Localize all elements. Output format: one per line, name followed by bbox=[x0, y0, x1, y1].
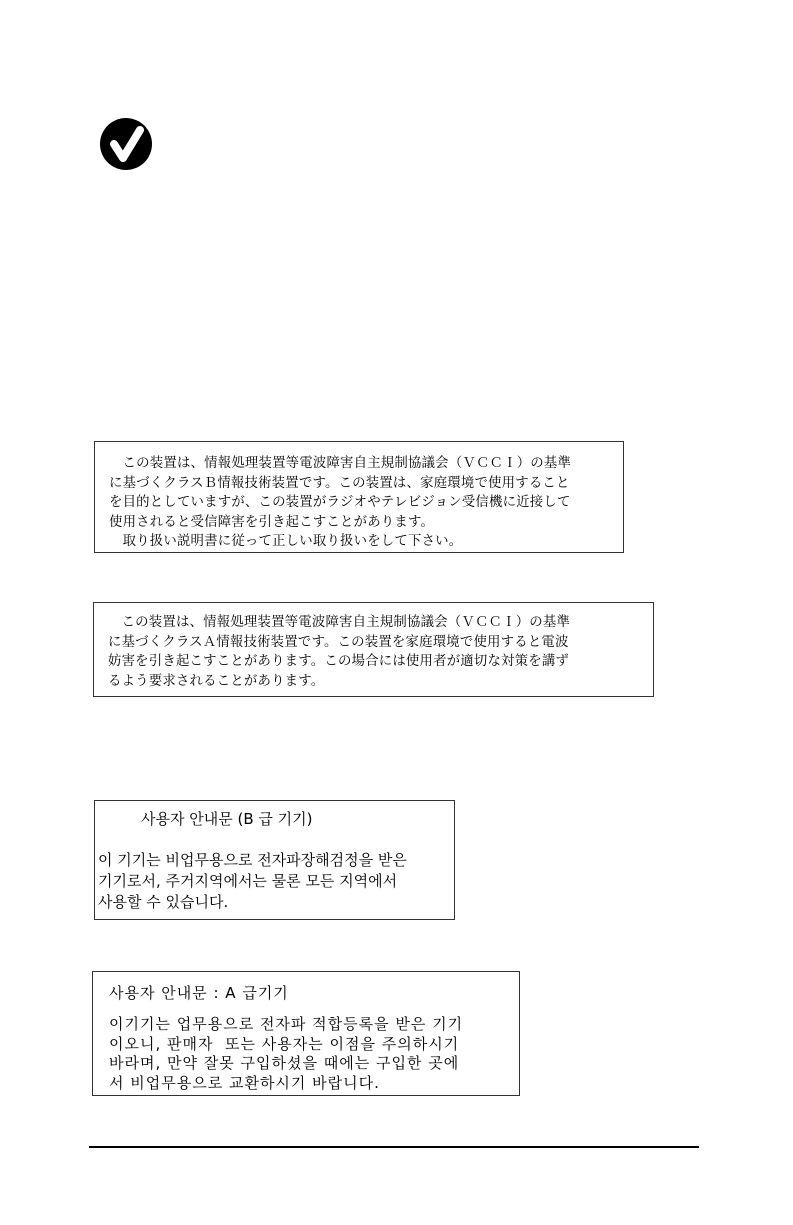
vcci-b-line: に基づくクラスＢ情報技術装置です。この装置は、家庭環境で使用すること bbox=[109, 475, 570, 491]
korea-b-line: 기기로서, 주거지역에서는 물론 모든 지역에서 bbox=[98, 872, 398, 890]
vcci-b-line: 取り扱い説明書に従って正しい取り扱いをして下さい。 bbox=[109, 534, 463, 549]
vcci-b-line: この装置は、情報処理装置等電波障害自主規制協議会（ＶＣＣＩ）の基準 bbox=[109, 456, 572, 471]
vcci-a-line: るよう要求されることがあります。 bbox=[108, 673, 325, 689]
korea-b-line: 사용할 수 있습니다. bbox=[98, 893, 229, 911]
korea-class-b-notice bbox=[94, 800, 455, 920]
vcci-b-line: 使用されると受信障害を引き起こすことがあります。 bbox=[109, 514, 435, 530]
korea-class-a-notice bbox=[92, 971, 520, 1096]
c-tick-mark-icon bbox=[99, 117, 153, 171]
vcci-a-line: に基づくクラスＡ情報技術装置です。この装置を家庭環境で使用すると電波 bbox=[108, 634, 569, 650]
korea-a-line: 바라며, 만약 잘못 구입하셨을 때에는 구입한 곳에 bbox=[109, 1054, 460, 1072]
korea-b-line: 이 기기는 비업무용으로 전자파장해검정을 받은 bbox=[98, 851, 407, 869]
vcci-a-line: 妨害を引き起こすことがあります。この場合には使用者が適切な対策を講ず bbox=[108, 654, 570, 669]
korea-a-line: 서 비업무용으로 교환하시기 바랍니다. bbox=[109, 1073, 380, 1092]
korea-a-line: 이오니, 판매자 또는 사용자는 이점을 주의하시기 bbox=[109, 1034, 460, 1053]
vcci-b-line: を目的としていますが、この装置がラジオやテレビジョン受信機に近接して bbox=[109, 495, 571, 510]
vcci-class-b-notice bbox=[94, 441, 624, 553]
korea-a-title: 사용자 안내문 : A 급기기 bbox=[109, 984, 289, 1002]
korea-b-title: 사용자 안내문 (B 급 기기) bbox=[141, 810, 313, 828]
vcci-class-a-notice bbox=[93, 602, 654, 697]
korea-a-line: 이기기는 업무용으로 전자파 적합등록을 받은 기기 bbox=[109, 1015, 464, 1033]
footer-rule bbox=[89, 1146, 699, 1148]
vcci-a-line: この装置は、情報処理装置等電波障害自主規制協議会（ＶＣＣＩ）の基準 bbox=[108, 615, 571, 630]
